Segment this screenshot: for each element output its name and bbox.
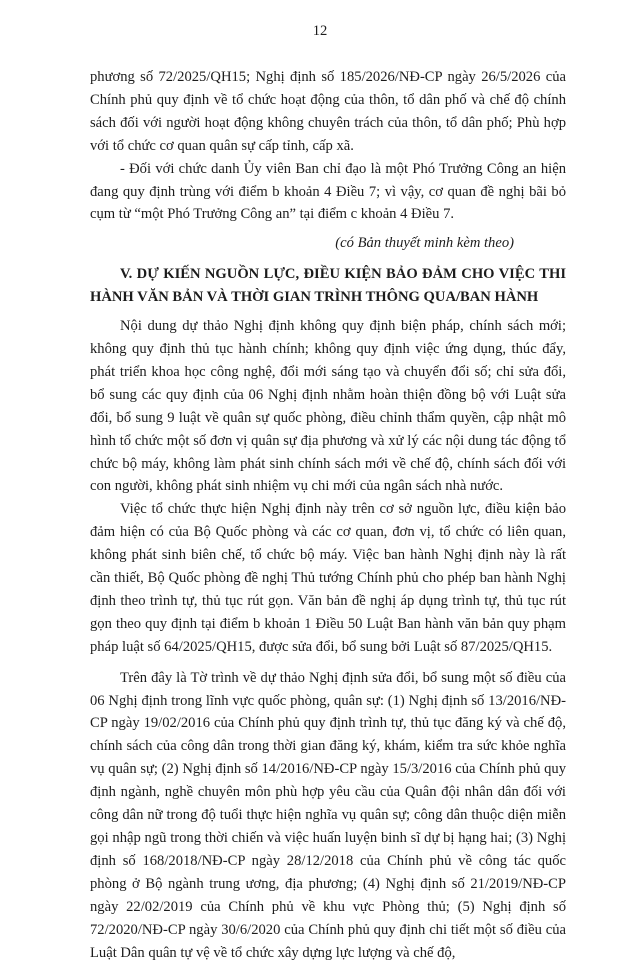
section-heading-v: V. DỰ KIẾN NGUỒN LỰC, ĐIỀU KIỆN BẢO ĐẢM CHO VIỆC THI HÀNH VĂN BẢN VÀ THỜI GIAN TRÌNH THÔNG QUA/BAN HÀNH (90, 266, 566, 306)
paragraph-continuation: phương số 72/2025/QH15; Nghị định số 185/2026/NĐ-CP ngày 26/5/2026 của Chính phủ quy định về tổ chức hoạt động của thôn, tổ dân phố và chế độ chính sách đối với người hoạt động không chuyên trách của thôn, tổ dân phố; Phù hợp với tổ chức cơ quan quân sự cấp tỉnh, cấp xã. (90, 69, 566, 154)
attachment-note: (có Bản thuyết minh kèm theo) (335, 235, 514, 252)
document-body (90, 66, 566, 964)
paragraph-summary: Trên đây là Tờ trình về dự thảo Nghị định sửa đổi, bổ sung một số điều của 06 Nghị định trong lĩnh vực quốc phòng, quân sự: (1) Nghị định số 13/2016/NĐ-CP ngày 19/02/2016 của Chính phủ quy định trình tự, thủ tục đăng ký và chế độ, chính sách của công dân trong thời gian đăng ký, khám, kiểm tra sức khỏe nghĩa vụ quân sự; (2) Nghị định số 14/2016/NĐ-CP ngày 15/3/2016 của Chính phủ quy định ngành, nghề chuyên môn phù hợp yêu cầu của Quân đội nhân dân đối với công dân nữ trong độ tuổi thực hiện nghĩa vụ quân sự; công dân thuộc diện miễn gọi nhập ngũ trong thời chiến và việc huấn luyện binh sĩ dự bị hạng hai; (3) Nghị định số 168/2018/NĐ-CP ngày 28/12/2018 của Chính phủ về công tác quốc phòng ở Bộ ngành trung ương, địa phương; (4) Nghị định số 21/2019/NĐ-CP ngày 22/02/2019 của Chính phủ về khu vực Phòng thủ; (5) Nghị định số 72/2020/NĐ-CP ngày 30/6/2020 của Chính phủ quy định chi tiết một số điều của Luật Dân quân tự vệ về tổ chức xây dựng lực lượng và chế độ, (90, 669, 566, 961)
paragraph-implementation: Việc tổ chức thực hiện Nghị định này trên cơ sở nguồn lực, điều kiện bảo đảm hiện có của Bộ Quốc phòng và các cơ quan, đơn vị, tổ chức có liên quan, không phát sinh biên chế, tổ chức bộ máy. Việc ban hành Nghị định này là rất cần thiết, Bộ Quốc phòng đề nghị Thủ tướng Chính phủ cho phép ban hành Nghị định theo trình tự, thủ tục rút gọn. Văn bản đề nghị áp dụng trình tự, thủ tục rút gọn theo quy định tại điểm b khoản 1 Điều 50 Luật Ban hành văn bản quy phạm pháp luật số 64/2025/QH15, được sửa đổi, bổ sung bởi Luật số 87/2025/QH15. (90, 501, 566, 655)
page-number: 12 (312, 23, 328, 39)
paragraph-bullet-deputy-police-chief: - Đối với chức danh Ủy viên Ban chỉ đạo là một Phó Trưởng Công an hiện đang quy định trùng với điểm b khoản 4 Điều 7; vì vậy, cơ quan đề nghị bãi bỏ cụm từ “một Phó Trưởng Công an” tại điểm c khoản 4 Điều 7. (90, 160, 566, 223)
paragraph-draft-content: Nội dung dự thảo Nghị định không quy định biện pháp, chính sách mới; không quy định thủ tục hành chính; không quy định việc ứng dụng, thúc đẩy, phát triển khoa học công nghệ, đổi mới sáng tạo và chuyển đổi số; chỉ sửa đổi, bổ sung các quy định của 06 Nghị định nhằm hoàn thiện đồng bộ với Luật sửa đổi, bổ sung 9 luật về quân sự quốc phòng, điều chỉnh thẩm quyền, cập nhật mô hình tổ chức một số đơn vị quân sự địa phương và xử lý các nội dung tác động tổ chức bộ máy, không làm phát sinh chính sách mới về chế độ, chính sách đối với con người, không phát sinh nhiệm vụ chi mới của ngân sách nhà nước. (90, 318, 566, 495)
